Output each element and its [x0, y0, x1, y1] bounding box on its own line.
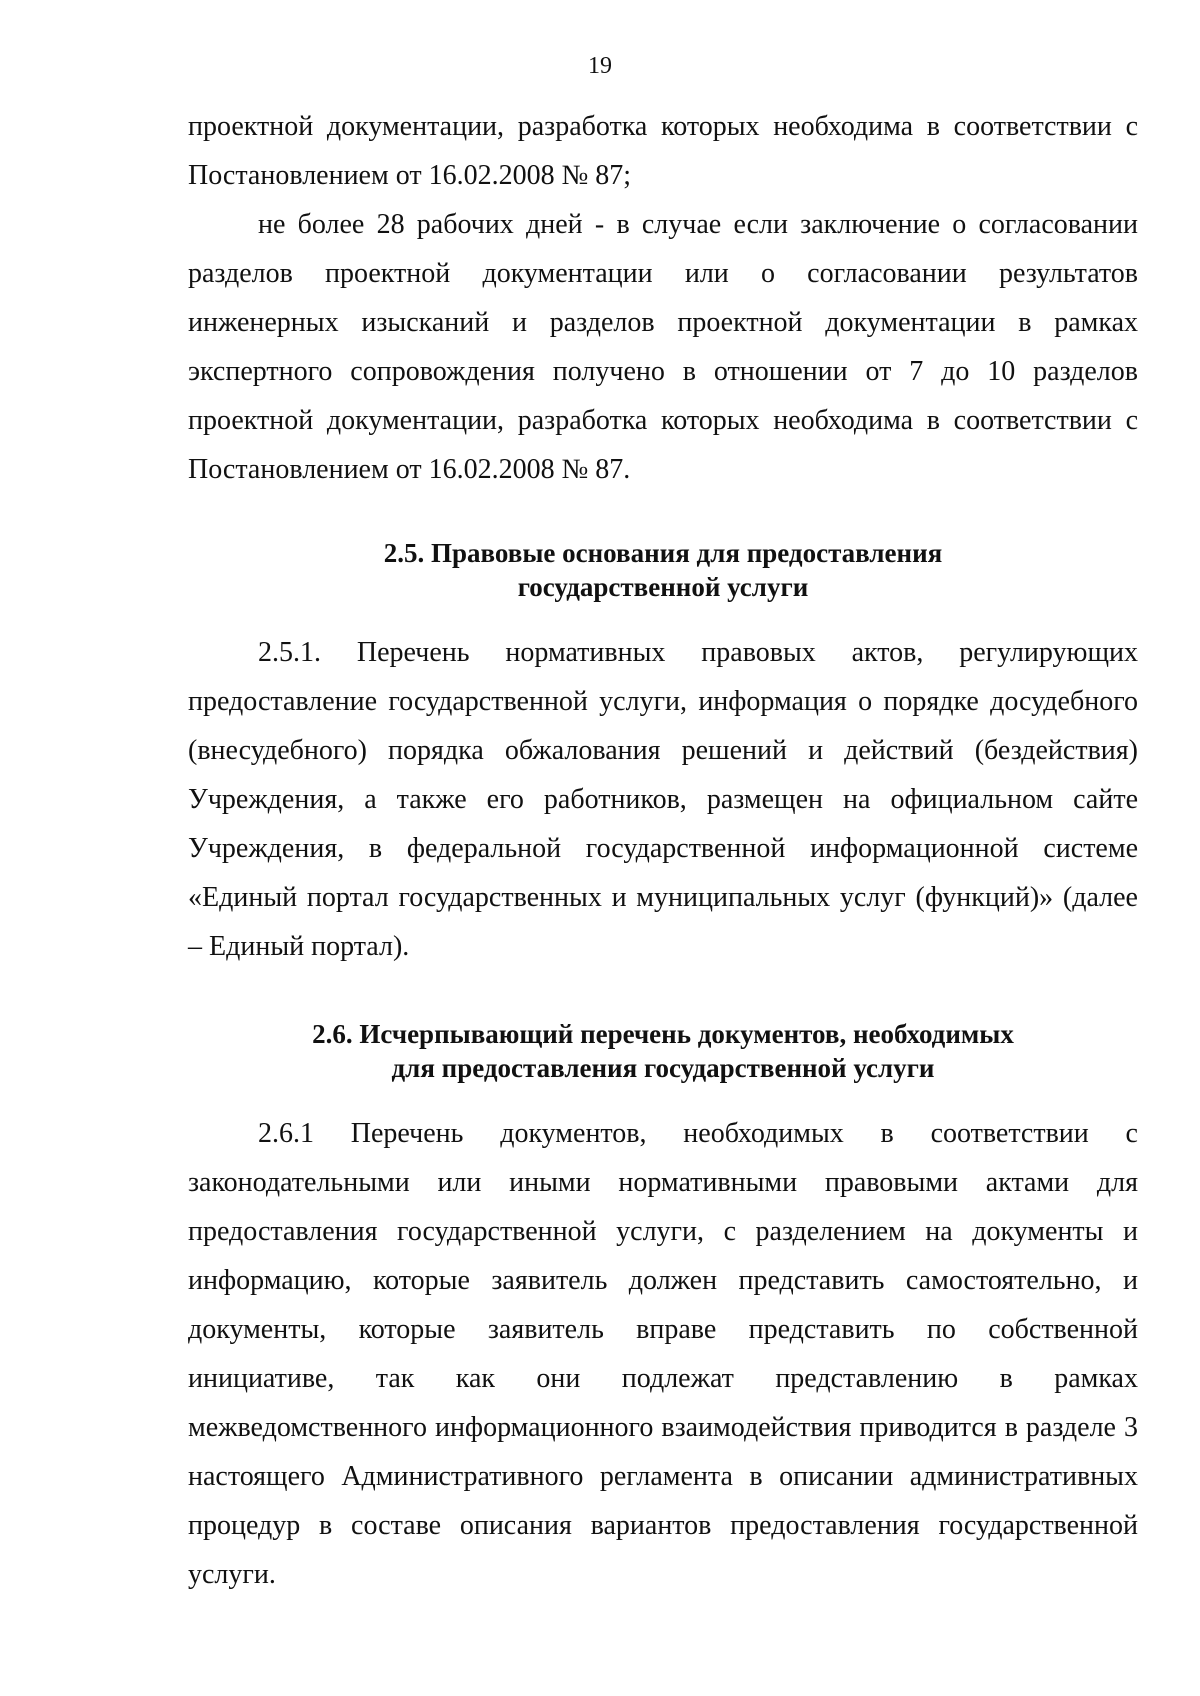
- section-heading-2-6: [188, 1017, 1138, 1085]
- paragraph-continuation: проектной документации, разработка которых необходима в соответствии с Постановлением от 16.02.2008 № 87;: [188, 111, 1138, 191]
- section-heading-2-5-line2: государственной услуги: [517, 572, 809, 602]
- paragraph-2-6-1: 2.6.1 Перечень документов, необходимых в соответствии с законодательными или иными нормативными правовыми актами для предоставления государственной услуги, с разделением на документы и информацию, которые заявитель должен представить самостоятельно, и документы, которые заявитель вправе представить по собственной инициативе, так как они подлежат представлению в рамках межведомственного информационного взаимодействия приводится в разделе 3 настоящего Административного регламента в описании административных процедур в составе описания вариантов предоставления государственной услуги.: [188, 1118, 1138, 1590]
- document-body: [188, 102, 1138, 1599]
- section-heading-2-5-line1: 2.5. Правовые основания для предоставления: [383, 538, 943, 568]
- page-number: 19: [588, 53, 612, 79]
- paragraph-2-5-1: 2.5.1. Перечень нормативных правовых актов, регулирующих предоставление государственной услуги, информация о порядке досудебного (внесудебного) порядка обжалования решений и действий (бездействия) Учреждения, а также его работников, размещен на официальном сайте Учреждения, в федеральной государственной информационной системе «Единый портал государственных и муниципальных услуг (функций)» (далее – Единый портал).: [188, 637, 1138, 962]
- section-heading-2-6-line1: 2.6. Исчерпывающий перечень документов, необходимых: [312, 1019, 1014, 1049]
- paragraph-28-days: не более 28 рабочих дней - в случае если заключение о согласовании разделов проектной документации или о согласовании результатов инженерных изысканий и разделов проектной документации в рамках экспертного сопровождения получено в отношении от 7 до 10 разделов проектной документации, разработка которых необходима в соответствии с Постановлением от 16.02.2008 № 87.: [188, 209, 1138, 485]
- section-heading-2-5: [188, 536, 1138, 604]
- section-heading-2-6-line2: для предоставления государственной услуги: [391, 1053, 935, 1083]
